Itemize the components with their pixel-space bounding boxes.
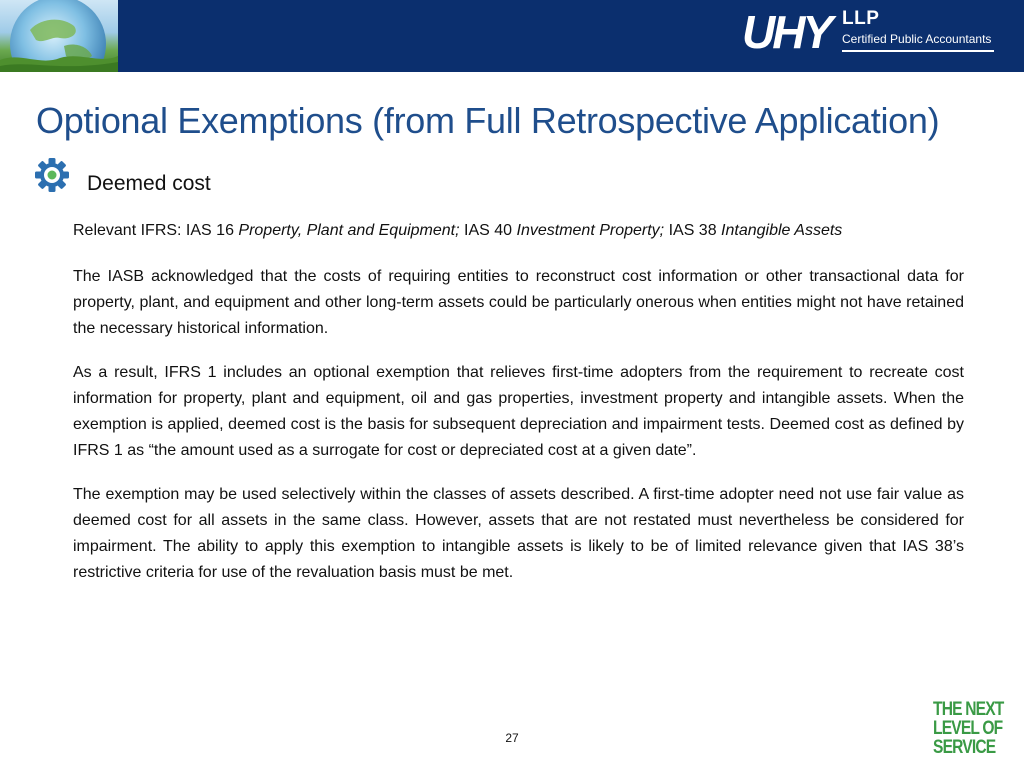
gear-icon [33,156,71,194]
body-text [73,218,964,604]
globe-image [0,0,118,72]
header-bar [0,0,1024,72]
paragraph-iasb: The IASB acknowledged that the costs of requiring entities to reconstruct cost information or other transactional data for property, plant, and equipment and other long-term assets could be particularly onerous when entities might not have retained the necessary historical information. [73,268,964,337]
relevant-prefix: Relevant IFRS: IAS 16 [73,222,239,239]
relevant-ifrs-line [73,218,964,244]
page-number: 27 [505,731,519,745]
slogan-line-1: THE NEXT [933,699,1004,720]
slogan-line-3: SERVICE [933,737,996,758]
relevant-mid-2: IAS 38 [664,222,722,239]
paragraph-selective-use: The exemption may be used selectively within the classes of assets described. A first-time adopter need not use fair value as deemed cost for all assets in the same class. However, assets that are not restated must nevertheless be considered for impairment. The ability to apply this exemption to intangible assets is likely to be of limited relevance given that IAS 38’s restrictive criteria for use of the revaluation basis must be met. [73,486,964,581]
standard-name-ias16: Property, Plant and Equipment; [238,222,460,239]
slide-title: Optional Exemptions (from Full Retrospective Application) [36,100,940,141]
slogan [933,699,1004,758]
logo-mark: UHY [742,6,831,58]
paragraph-exemption: As a result, IFRS 1 includes an optional exemption that relieves first-time adopters from the requirement to recreate cost information for property, plant and equipment, oil and gas properties, investment property and intangible assets. When the exemption is applied, deemed cost is the basis for subsequent depreciation and impairment tests. Deemed cost as defined by IFRS 1 as “the amount used as a surrogate for cost or depreciated cost at a given date”. [73,364,964,459]
logo-llp: LLP [842,8,880,29]
relevant-mid-1: IAS 40 [459,222,517,239]
standard-name-ias40: Investment Property; [516,222,665,239]
logo-tagline: Certified Public Accountants [842,32,992,46]
logo-rule [842,50,994,52]
bullet-heading: Deemed cost [87,172,211,195]
slogan-line-2: LEVEL OF [933,718,1003,739]
standard-name-ias38: Intangible Assets [721,222,843,239]
uhy-logo [742,6,994,66]
